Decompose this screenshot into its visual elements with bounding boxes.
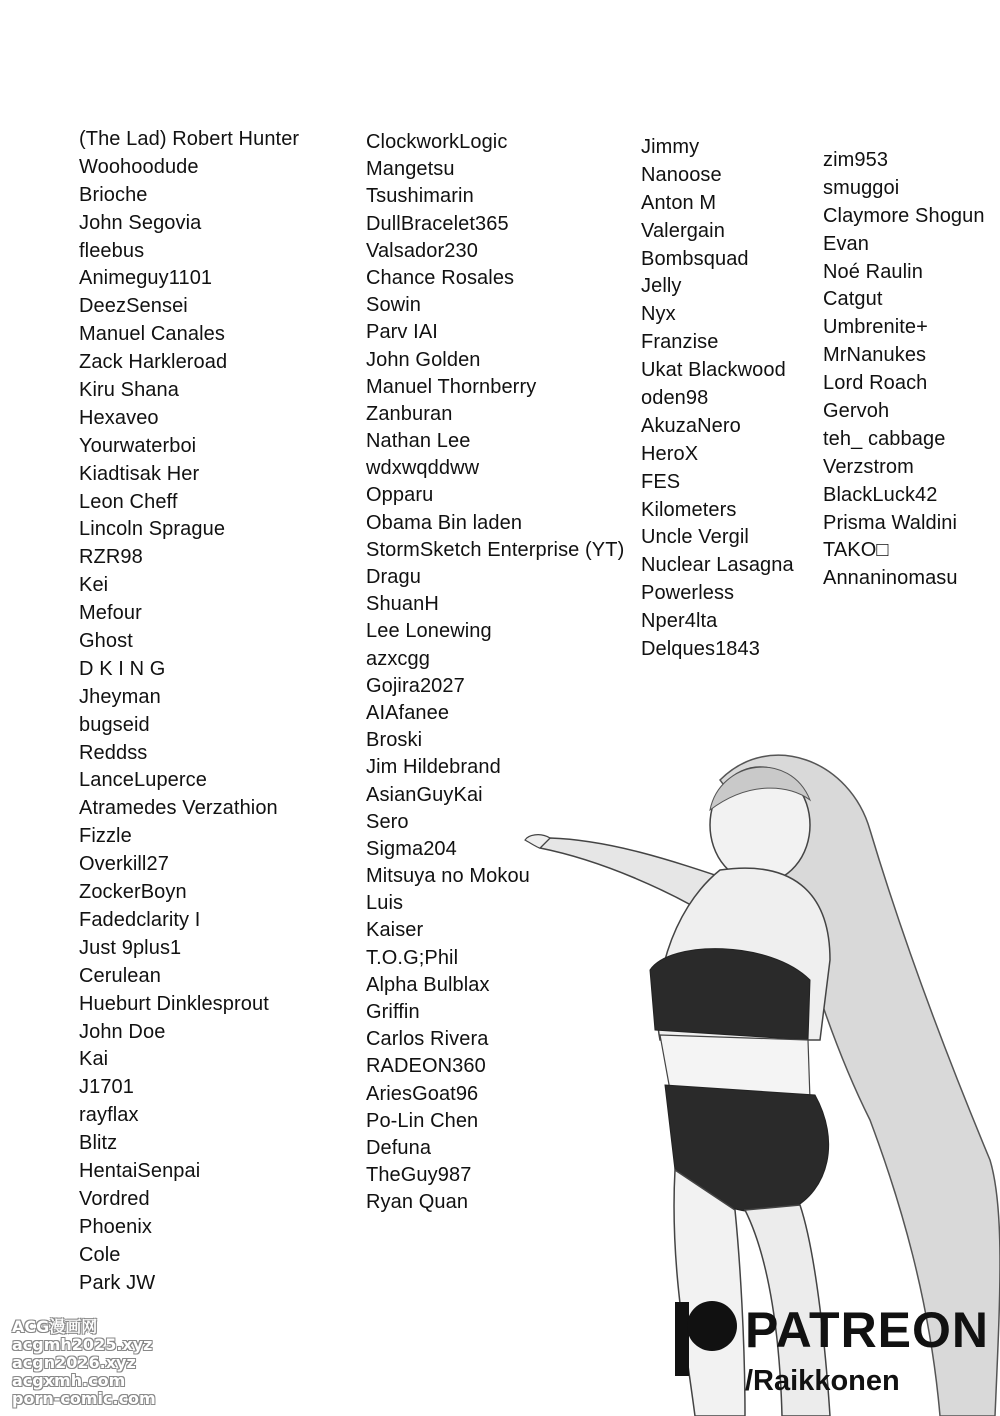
supporter-name: fleebus (79, 239, 145, 262)
supporter-name: Parv IAI (366, 321, 438, 344)
supporter-name: Jelly (641, 275, 682, 298)
supporter-name: Broski (366, 729, 423, 752)
supporter-column-1 (79, 126, 299, 1297)
supporter-name: Kei (79, 574, 109, 597)
supporter-name: Jheyman (79, 685, 161, 708)
supporter-name: Catgut (823, 288, 883, 311)
watermark-text: acgmh2025.xyz (12, 1335, 153, 1354)
supporter-name: Sigma204 (366, 837, 457, 860)
supporter-name: Kai (79, 1048, 109, 1071)
supporter-name: Kiru Shana (79, 379, 179, 402)
supporter-name: LanceLuperce (79, 769, 207, 792)
supporter-name: Fadedclarity I (79, 908, 201, 931)
supporter-name: AriesGoat96 (366, 1082, 479, 1105)
supporter-name: ClockworkLogic (366, 131, 508, 153)
supporter-name: Jimmy (641, 136, 700, 158)
supporter-name: Mefour (79, 602, 142, 625)
supporter-name: Alpha Bulblax (366, 973, 490, 996)
supporter-name: Brioche (79, 183, 148, 206)
supporter-name: Hexaveo (79, 406, 159, 429)
supporter-name: bugseid (79, 713, 150, 736)
supporter-name: Uncle Vergil (641, 526, 749, 549)
supporter-name: smuggoi (823, 176, 900, 199)
supporter-name: Gervoh (823, 400, 890, 423)
supporter-name: Hueburt Dinklesprout (79, 992, 269, 1015)
watermark-text: acgn2026.xyz (12, 1353, 136, 1372)
supporter-name: RADEON360 (366, 1055, 486, 1078)
supporter-name: John Segovia (79, 211, 202, 234)
supporter-name: HeroX (641, 442, 699, 465)
supporter-name: Fizzle (79, 825, 132, 848)
supporter-name: Kaiser (366, 919, 424, 942)
supporter-column-4 (823, 147, 985, 593)
supporter-name: Blitz (79, 1132, 118, 1155)
patreon-logo-icon (672, 1296, 738, 1378)
patreon-handle: /Raikkonen (745, 1365, 900, 1397)
supporter-name: AsianGuyKai (366, 783, 483, 806)
supporter-name: Kiadtisak Her (79, 462, 200, 485)
supporter-name: Ukat Blackwood (641, 359, 786, 382)
supporter-name: Ghost (79, 630, 133, 653)
site-watermarks (12, 1318, 156, 1408)
supporter-name: Overkill27 (79, 853, 169, 876)
supporter-name: Luis (366, 892, 404, 915)
supporter-column-3 (641, 134, 794, 664)
supporter-name: Lord Roach (823, 372, 928, 395)
supporter-name: Nuclear Lasagna (641, 554, 794, 577)
supporter-name: Ryan Quan (366, 1191, 469, 1214)
supporter-name: Obama Bin laden (366, 511, 523, 534)
supporter-name: J1701 (79, 1076, 134, 1099)
supporter-name: Nanoose (641, 163, 722, 186)
supporter-name: Zack Harkleroad (79, 351, 228, 374)
supporter-name: Sero (366, 810, 409, 833)
supporter-name: Griffin (366, 1001, 420, 1023)
patreon-wordmark: PATREON (745, 1302, 990, 1358)
supporter-name: HentaiSenpai (79, 1159, 201, 1182)
supporter-name: Woohoodude (79, 155, 199, 178)
watermark-text: ACG漫画网 (12, 1317, 98, 1336)
supporter-name: Reddss (79, 741, 148, 764)
supporter-name: Opparu (366, 484, 434, 507)
supporter-name: Lee Lonewing (366, 620, 492, 643)
supporter-name: Defuna (366, 1136, 432, 1159)
supporter-name: Nper4lta (641, 610, 718, 633)
supporter-name: Jim Hildebrand (366, 756, 501, 779)
supporter-name: Manuel Canales (79, 323, 225, 346)
supporter-name: Valsador230 (366, 239, 478, 262)
supporter-name: Cerulean (79, 964, 161, 987)
supporter-name: Tsushimarin (366, 185, 474, 208)
supporter-name: ShuanH (366, 593, 439, 616)
supporter-name: Valergain (641, 219, 725, 242)
supporter-name: TAKO□ (823, 539, 889, 562)
supporter-name: FES (641, 470, 681, 493)
supporter-name: Noé Raulin (823, 260, 923, 283)
supporter-name: Vordred (79, 1187, 150, 1210)
supporter-name: Powerless (641, 582, 735, 605)
supporter-name: zim953 (823, 149, 889, 171)
supporter-name: MrNanukes (823, 344, 927, 367)
supporter-name: Cole (79, 1243, 121, 1266)
supporter-name: Nathan Lee (366, 430, 471, 453)
supporter-name: Atramedes Verzathion (79, 797, 278, 820)
supporter-name: Nyx (641, 303, 676, 326)
supporter-name: azxcgg (366, 647, 430, 670)
supporter-name: Yourwaterboi (79, 434, 197, 457)
supporter-name: wdxwqddww (366, 457, 480, 480)
supporter-name: Verzstrom (823, 455, 914, 478)
supporter-name: (The Lad) Robert Hunter (79, 128, 300, 150)
supporter-name: RZR98 (79, 546, 143, 569)
supporter-name: Franzise (641, 331, 719, 354)
supporter-name: Carlos Rivera (366, 1028, 489, 1051)
supporter-name: StormSketch Enterprise (YT) (366, 538, 625, 561)
supporter-name: Evan (823, 232, 869, 255)
supporter-name: Animeguy1101 (79, 267, 213, 290)
watermark-text: acgxmh.com (12, 1371, 126, 1390)
supporter-name: Umbrenite+ (823, 316, 928, 339)
supporter-name: Bombsquad (641, 247, 749, 270)
supporter-name: Delques1843 (641, 638, 760, 661)
supporter-name: John Doe (79, 1020, 166, 1043)
supporter-name: Annaninomasu (823, 567, 958, 590)
supporter-name: ZockerBoyn (79, 881, 187, 904)
supporter-name: TheGuy987 (366, 1164, 472, 1187)
supporter-name: Phoenix (79, 1215, 152, 1238)
supporter-name: Leon Cheff (79, 490, 178, 513)
supporter-name: Po-Lin Chen (366, 1109, 479, 1132)
supporter-name: Mangetsu (366, 158, 455, 181)
supporter-name: Chance Rosales (366, 266, 515, 289)
watermark-text: porn-comic.com (12, 1389, 156, 1408)
supporter-name: Sowin (366, 294, 421, 317)
supporter-name: Manuel Thornberry (366, 375, 537, 398)
supporter-name: Lincoln Sprague (79, 518, 226, 541)
supporter-name: teh_ cabbage (823, 427, 946, 450)
supporter-name: DullBracelet365 (366, 212, 509, 235)
supporter-name: Park JW (79, 1271, 156, 1294)
supporter-name: Gojira2027 (366, 674, 465, 697)
supporter-name: D K I N G (79, 657, 166, 680)
supporter-name: DeezSensei (79, 295, 188, 318)
supporter-name: Mitsuya no Mokou (366, 865, 530, 888)
supporter-name: AIAfanee (366, 701, 450, 724)
supporter-name: Claymore Shogun (823, 204, 985, 227)
supporter-name: Anton M (641, 191, 717, 214)
supporter-name: John Golden (366, 348, 481, 371)
supporter-name: Kilometers (641, 498, 737, 521)
supporter-name: AkuzaNero (641, 414, 741, 437)
supporter-name: T.O.G;Phil (366, 946, 459, 969)
supporter-name: Just 9plus1 (79, 936, 182, 959)
supporter-name: Zanburan (366, 402, 453, 425)
supporter-name: Dragu (366, 566, 421, 588)
supporter-name: rayflax (79, 1104, 139, 1127)
supporter-name: oden98 (641, 387, 709, 410)
supporter-name: BlackLuck42 (823, 483, 938, 506)
supporter-name: Prisma Waldini (823, 511, 958, 534)
